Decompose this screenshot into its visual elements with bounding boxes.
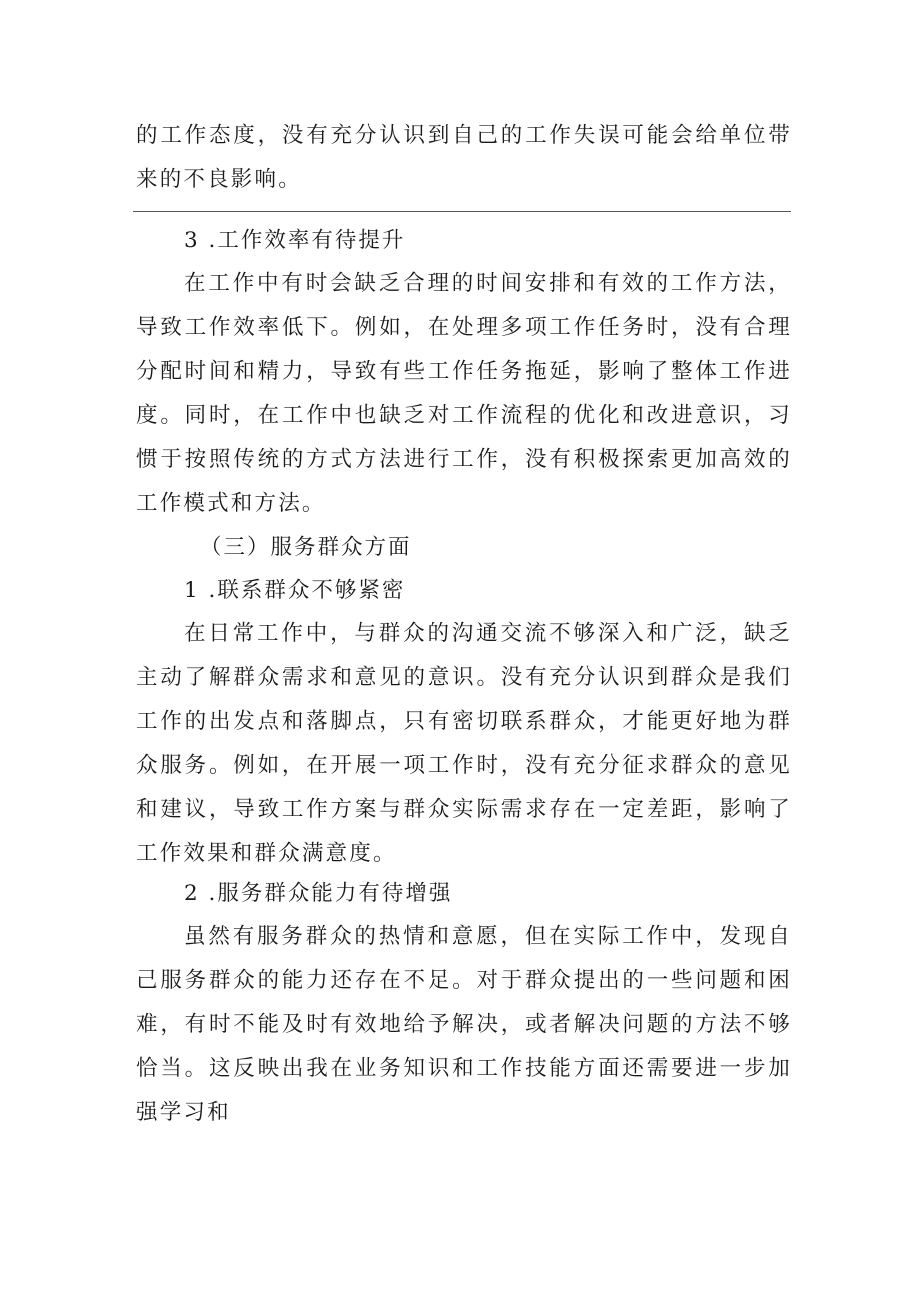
item2-heading: 2 .服务群众能力有待增强 bbox=[184, 881, 453, 906]
section3-body: 在工作中有时会缺乏合理的时间安排和有效的工作方法，导致工作效率低下。例如，在处理多项工作任务时，没有合理分配时间和精力，导致有些工作任务拖延，影响了整体工作进度。同时，在工作中也缺乏对工作流程的优化和改进意识，习惯于按照传统的方式方法进行工作，没有积极探索更加高效的工作模式和方法。 bbox=[136, 271, 792, 516]
item1-heading: 1 .联系群众不够紧密 bbox=[184, 578, 406, 603]
part3-heading: （三）服务群众方面 bbox=[200, 535, 412, 560]
top-paragraph: 的工作态度，没有充分认识到自己的工作失误可能会给单位带来的不良影响。 bbox=[136, 123, 792, 192]
section3-heading: 3 .工作效率有待提升 bbox=[184, 228, 406, 253]
item1-body: 在日常工作中，与群众的沟通交流不够深入和广泛，缺乏主动了解群众需求和意见的意识。没有充分认识到群众是我们工作的出发点和落脚点，只有密切联系群众，才能更好地为群众服务。例如，在开展一项工作时，没有充分征求群众的意见和建议，导致工作方案与群众实际需求存在一定差距，影响了工作效果和群众满意度。 bbox=[136, 621, 792, 866]
page-divider bbox=[133, 211, 791, 212]
item2-body: 虽然有服务群众的热情和意愿，但在实际工作中，发现自己服务群众的能力还存在不足。对于群众提出的一些问题和困难，有时不能及时有效地给予解决，或者解决问题的方法不够恰当。这反映出我在业务知识和工作技能方面还需要进一步加强学习和 bbox=[136, 924, 792, 1125]
